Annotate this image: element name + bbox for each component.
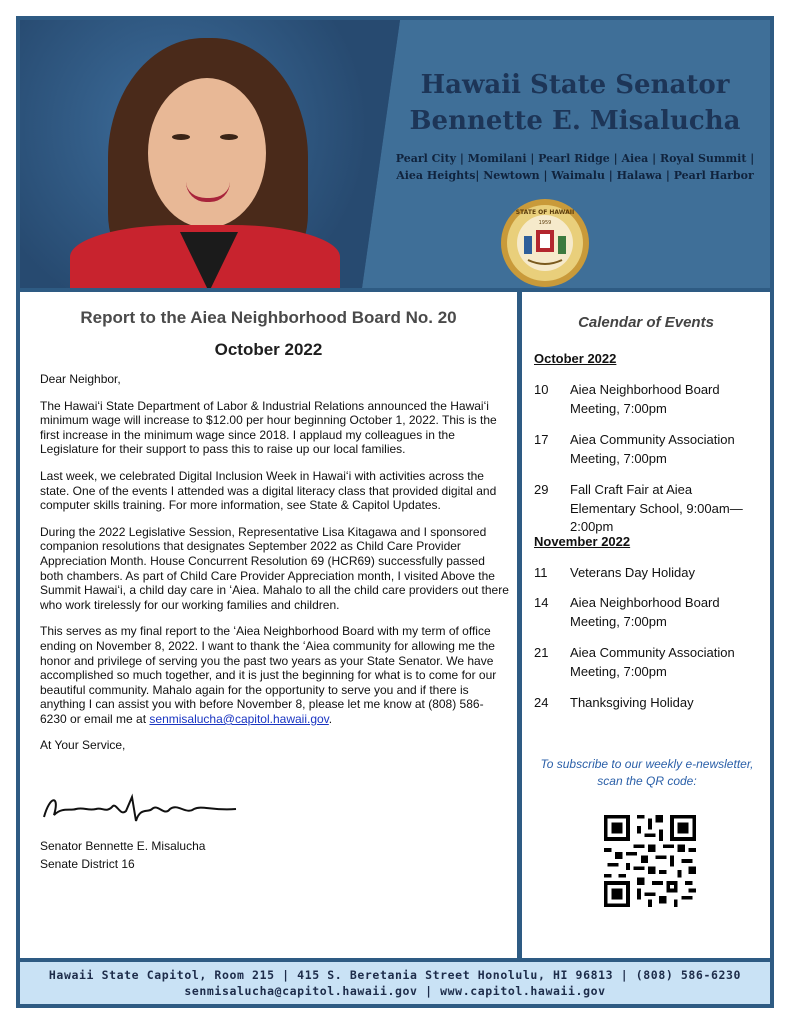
event-day: 17 (534, 432, 549, 447)
paragraph-minimum-wage: The Hawaiʻi State Department of Labor & Industrial Relations announced the Hawaiʻi minimum wage will increase to $12.00 per hour beginning October 1, 2022. This is the first increase in the minimum wage since 2018. I applaud my colleagues in the Legislature for their support to pass this to raise up our local families. (40, 398, 497, 457)
district-list (390, 150, 760, 184)
event-description: Aiea Community Association Meeting, 7:00pm (570, 432, 735, 466)
event-day: 29 (534, 482, 549, 497)
calendar-month-november: November 2022 (534, 534, 631, 549)
signer-district: Senate District 16 (40, 857, 135, 872)
report-date: October 2022 (214, 340, 323, 359)
footer-contact-links[interactable]: senmisalucha@capitol.hawaii.gov | www.capitol.hawaii.gov (184, 984, 606, 998)
signature-icon (40, 787, 240, 829)
paragraph-digital-inclusion: Last week, we celebrated Digital Inclusion Week in Hawaiʻi with activities across the state. One of the events I attended was a digital literacy class that provided digital and computer skills training. For more information, see State & Capitol Updates. (40, 468, 497, 513)
calendar-panel (522, 292, 770, 958)
signer-name: Senator Bennette E. Misalucha (40, 838, 206, 853)
event-day: 24 (534, 695, 549, 710)
email-link[interactable]: senmisalucha@capitol.hawaii.gov (149, 711, 329, 726)
district-list-line2: Aiea Heights| Newtown | Waimalu | Halawa | Pearl Harbor (396, 169, 754, 182)
report-title: Report to the Aiea Neighborhood Board No. 20 (80, 308, 457, 327)
greeting: Dear Neighbor, (40, 372, 121, 386)
footer-bar (20, 962, 770, 1004)
event-description: Aiea Neighborhood Board Meeting, 7:00pm (570, 595, 720, 629)
qr-code-icon[interactable] (604, 815, 696, 907)
header-title-line1: Hawaii State Senator (420, 70, 730, 100)
calendar-month-october: October 2022 (534, 351, 617, 366)
paragraph-child-care: During the 2022 Legislative Session, Representative Lisa Kitagawa and I sponsored companion resolutions that designates September 2022 as Child Care Provider Appreciation Month. House Concurrent Resolution 69 (HCR69) successfully passed both chambers. As part of Child Care Provider Appreciation month, I visited Above the Summit Hawaiʻi, a child day care in ʻAiea. Mahalo to all the child care providers out there who work tirelessly for our working families and children. (40, 524, 509, 612)
district-list-line1: Pearl City | Momilani | Pearl Ridge | Aiea | Royal Summit | (395, 152, 755, 165)
seal-year: 1959 (538, 220, 552, 226)
seal-text: STATE OF HAWAII (515, 209, 575, 216)
header-banner (20, 20, 770, 288)
footer-address: Hawaii State Capitol, Room 215 | 415 S. Beretania Street Honolulu, HI 96813 | (808) 586-6230 (48, 968, 742, 982)
state-seal-icon (500, 198, 590, 288)
report-body (40, 372, 510, 872)
event-day: 10 (534, 382, 549, 397)
final-report-end: . (328, 711, 333, 726)
event-description: Fall Craft Fair at Aiea Elementary School, 9:00am—2:00pm (570, 482, 743, 534)
subscribe-note (530, 756, 764, 790)
final-report-text: This serves as my final report to the ʻAiea Neighborhood Board with my term of office ending on November 8, 2022. I want to thank the ʻAiea community for allowing me the honor and privilege of serving you the past two years as your State Senator. We have accomplished so much together, and it is just the beginning for what is to come for our beautiful community. Mahalo again for the opportunity to serve you and if there is anything I can assist you with before November 8, please let me know at (808) 586-6230 or email me at (40, 624, 497, 726)
subscribe-line2: scan the QR code: (597, 774, 697, 788)
closing: At Your Service, (40, 738, 126, 753)
report-panel (20, 292, 517, 958)
event-day: 11 (534, 565, 548, 580)
subscribe-line1: To subscribe to our weekly e-newsletter, (540, 757, 754, 771)
event-description: Thanksgiving Holiday (570, 695, 694, 710)
calendar-heading: Calendar of Events (578, 314, 714, 331)
event-day: 21 (534, 645, 549, 660)
paragraph-final-report (40, 624, 510, 726)
header-title-line2: Bennette E. Misalucha (409, 106, 741, 136)
event-description: Aiea Community Association Meeting, 7:00pm (570, 645, 735, 679)
senator-portrait (20, 20, 400, 288)
event-description: Aiea Neighborhood Board Meeting, 7:00pm (570, 382, 720, 416)
event-day: 14 (534, 595, 549, 610)
event-description: Veterans Day Holiday (570, 565, 696, 580)
